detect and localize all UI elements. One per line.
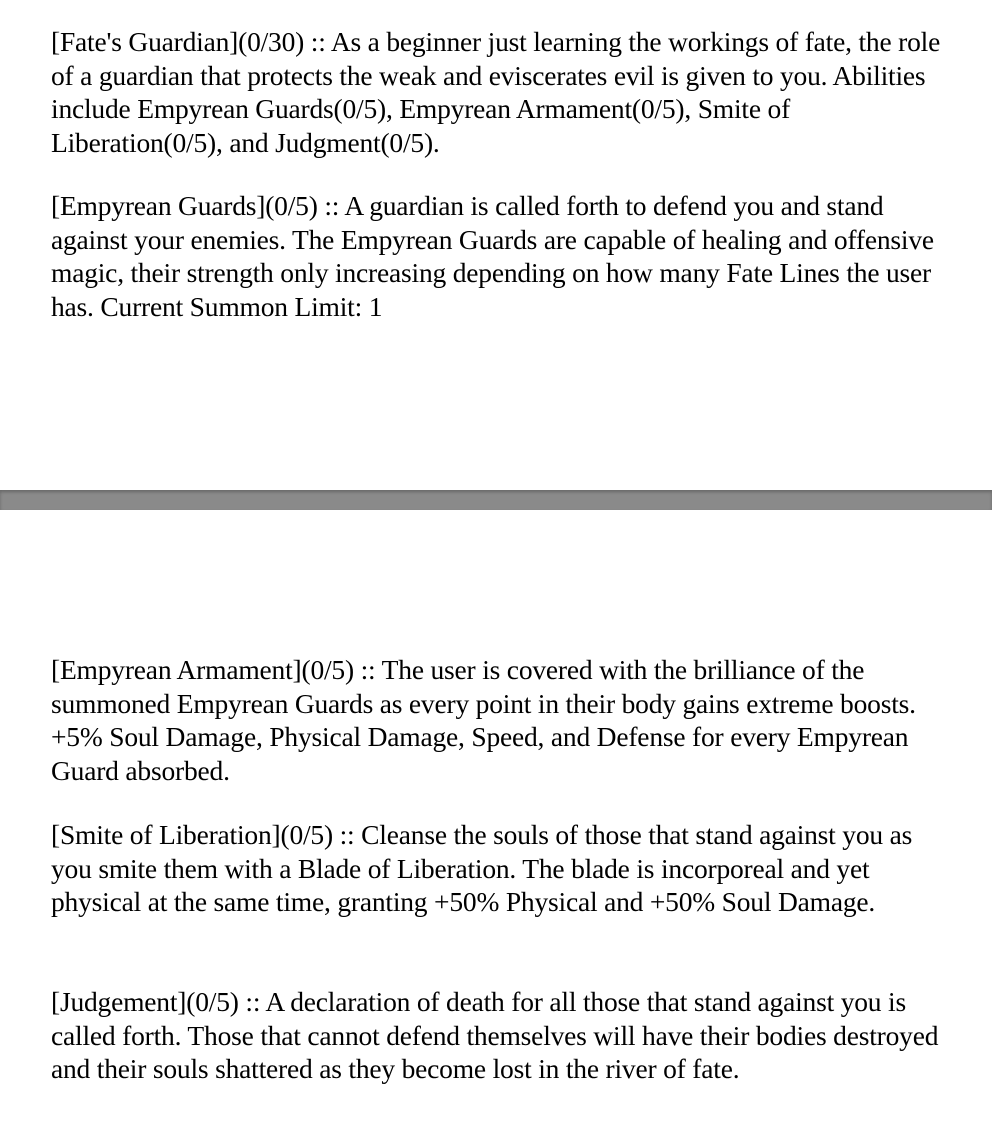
paragraph-empyrean-guards: [Empyrean Guards](0/5) :: A guardian is called forth to defend you and stand against your enemies. The Empyrean Guards are capable of healing and offensive magic, their strength only increasing depending on how many Fate Lines the user has. Current Summon Limit: 1 [51,190,934,322]
paragraph-smite-of-liberation: [Smite of Liberation](0/5) :: Cleanse the souls of those that stand against you as you smite them with a Blade of Liberation. The blade is incorporeal and yet physical at the same time, granting +50% Physical and +50% Soul Damage. [51,819,913,917]
paragraph-judgement: [Judgement](0/5) :: A declaration of death for all those that stand against you is called forth. Those that cannot defend themselves will have their bodies destroyed and their souls shattered as they become lost in the river of fate. [51,986,939,1084]
document-page-top [0,0,992,490]
page-separator [0,490,992,510]
paragraph-empyrean-armament: [Empyrean Armament](0/5) :: The user is covered with the brilliance of the summoned Empyrean Guards as every point in their body gains extreme boosts. +5% Soul Damage, Physical Damage, Speed, and Defense for every Empyrean Guard absorbed. [51,654,916,786]
paragraph-fates-guardian: [Fate's Guardian](0/30) :: As a beginner just learning the workings of fate, the role of a guardian that protects the weak and eviscerates evil is given to you. Abilities include Empyrean Guards(0/5), Empyrean Armament(0/5), Smite of Liberation(0/5), and Judgment(0/5). [51,26,941,158]
